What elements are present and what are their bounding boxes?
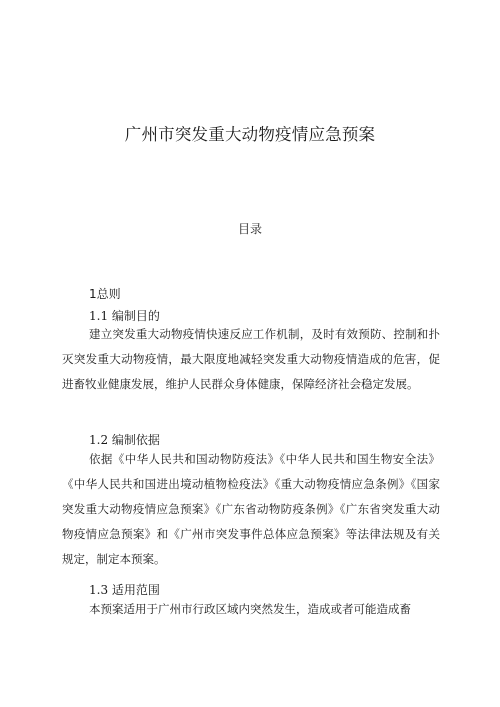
document-title: 广州市突发重大动物疫情应急预案 (124, 125, 376, 144)
section-heading: 1.3 适用范围 (89, 583, 160, 597)
section-heading: 1.2 编制依据 (89, 433, 160, 447)
chapter-heading: 1总则 (89, 287, 121, 301)
section-heading: 1.1 编制目的 (89, 309, 160, 323)
toc-heading: 目录 (237, 222, 262, 236)
section-paragraph: 依据《中华人民共和国动物防疫法》《中华人民共和国生物安全法》《中华人民共和国进出境动植物检疫法》《重大动物疫情应急条例》《国家突发重大动物疫情应急预案》《广东省动物防疫条例》《广东省突发重大动物疫情应急预案》和《广州市突发事件总体应急预案》等法律法规及有关规定，制定本预案。 (62, 452, 440, 566)
section-paragraph: 本预案适用于广州市行政区域内突然发生，造成或者可能造成畜 (89, 602, 411, 616)
section-paragraph: 建立突发重大动物疫情快速反应工作机制，及时有效预防、控制和扑灭突发重大动物疫情，最大限度地减轻突发重大动物疫情造成的危害，促进畜牧业健康发展，维护人民群众身体健康，保障经济社会稳定发展。 (62, 327, 440, 391)
